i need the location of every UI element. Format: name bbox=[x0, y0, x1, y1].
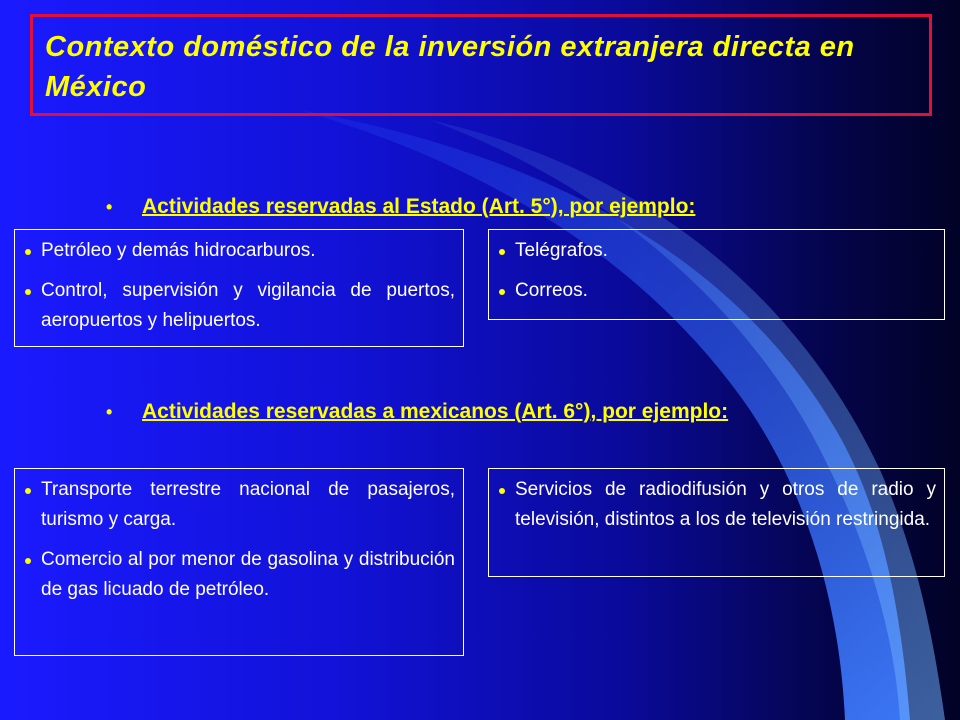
list-item: Telégrafos. bbox=[495, 236, 936, 266]
box-estado-right bbox=[488, 229, 945, 320]
list-item: Transporte terrestre nacional de pasajeros, turismo y carga. bbox=[21, 475, 455, 535]
list-estado-left bbox=[21, 236, 455, 336]
title-box bbox=[30, 14, 932, 116]
list-mexicanos-right bbox=[495, 475, 936, 535]
section-heading-estado: • Actividades reservadas al Estado (Art. 5°), por ejemplo: bbox=[142, 188, 922, 226]
bullet-icon: • bbox=[106, 402, 113, 422]
list-item: Comercio al por menor de gasolina y distribución de gas licuado de petróleo. bbox=[21, 545, 455, 605]
list-item: Petróleo y demás hidrocarburos. bbox=[21, 236, 455, 266]
list-mexicanos-left bbox=[21, 475, 455, 605]
section-heading-mexicanos: • Actividades reservadas a mexicanos (Art. 6°), por ejemplo: bbox=[142, 393, 950, 431]
list-item: Control, supervisión y vigilancia de puertos, aeropuertos y helipuertos. bbox=[21, 276, 455, 336]
list-item: Servicios de radiodifusión y otros de radio y televisión, distintos a los de televisión restringida. bbox=[495, 475, 936, 535]
list-estado-right bbox=[495, 236, 936, 306]
box-mexicanos-left bbox=[14, 468, 464, 656]
slide-title: Contexto doméstico de la inversión extranjera directa en México bbox=[45, 31, 855, 103]
list-item: Correos. bbox=[495, 276, 936, 306]
box-estado-left bbox=[14, 229, 464, 347]
box-mexicanos-right bbox=[488, 468, 945, 577]
bullet-icon: • bbox=[106, 197, 113, 217]
